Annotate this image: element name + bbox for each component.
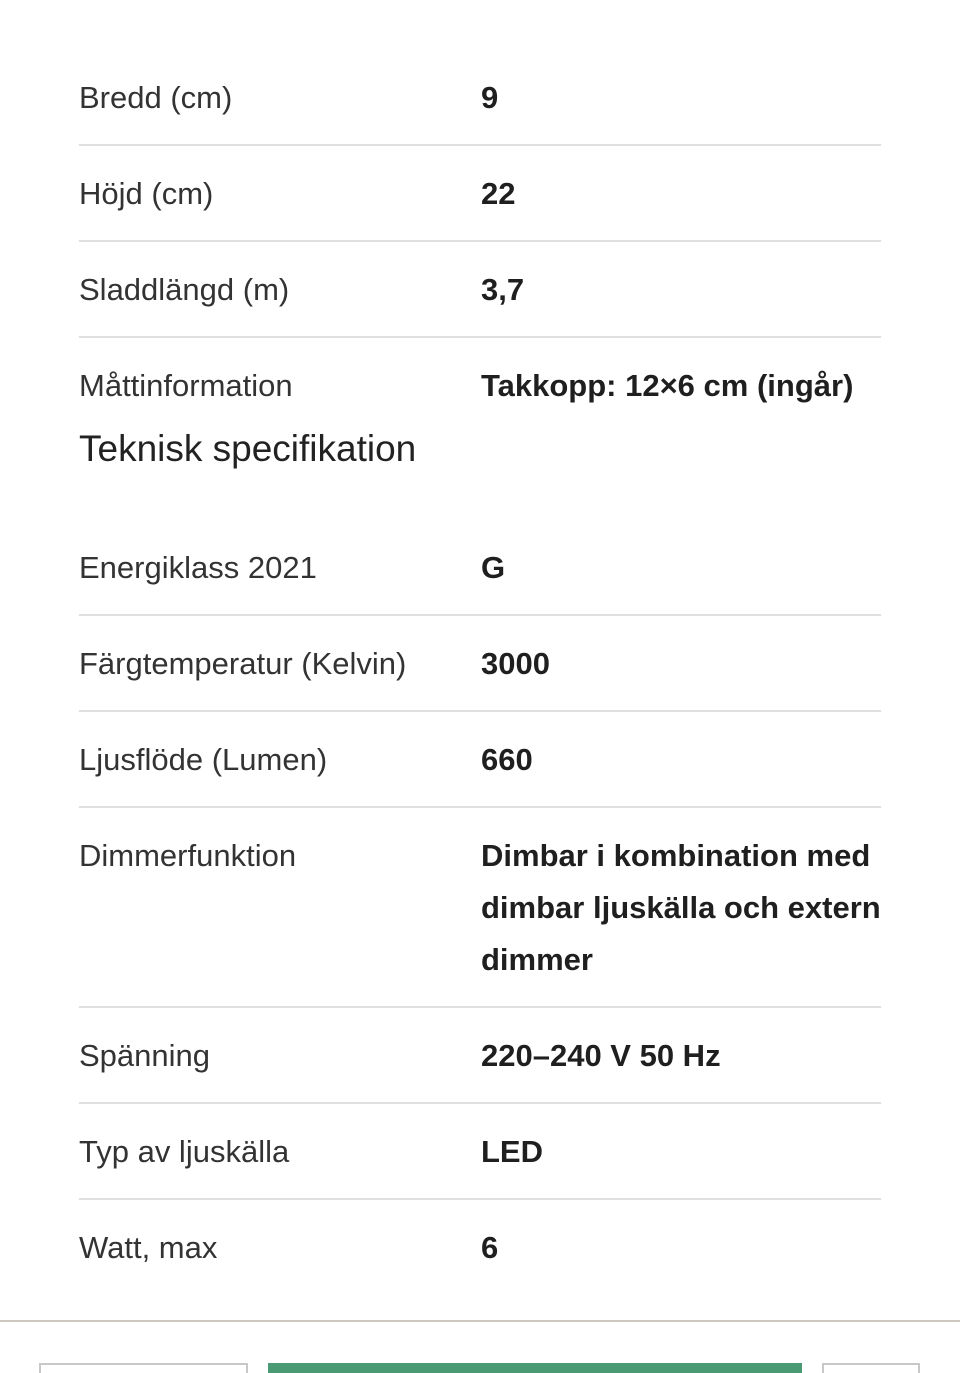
spec-label: Färgtemperatur (Kelvin) — [79, 646, 407, 681]
dimensions-table — [79, 50, 881, 432]
spec-label: Spänning — [79, 1038, 211, 1073]
spec-label: Höjd (cm) — [79, 176, 214, 211]
secondary-button[interactable] — [39, 1363, 248, 1373]
spec-row-luminous-flux — [79, 712, 881, 808]
primary-action-button[interactable] — [268, 1363, 802, 1373]
technical-table — [79, 520, 881, 1294]
spec-row-dimmer — [79, 808, 881, 1008]
spec-row-energy-class — [79, 520, 881, 616]
spec-row-height — [79, 146, 881, 242]
spec-value: 22 — [481, 176, 516, 211]
spec-row-watt — [79, 1200, 881, 1294]
spec-value: G — [481, 550, 506, 585]
spec-value: 3000 — [481, 646, 550, 681]
spec-label: Måttinformation — [79, 368, 293, 403]
spec-value: 3,7 — [481, 272, 525, 307]
spec-label: Sladdlängd (m) — [79, 272, 290, 307]
spec-label: Bredd (cm) — [79, 80, 233, 115]
section-heading: Teknisk specifikation — [79, 428, 417, 469]
spec-value: LED — [481, 1134, 543, 1169]
spec-row-width — [79, 50, 881, 146]
spec-value: 220–240 V 50 Hz — [481, 1038, 721, 1073]
spec-row-cord-length — [79, 242, 881, 338]
spec-value: Dimbar i kombination med dimbar ljuskälla och extern dimmer — [481, 838, 881, 977]
spec-value: Takkopp: 12×6 cm (ingår) — [481, 368, 854, 403]
spec-label: Energiklass 2021 — [79, 550, 317, 585]
spec-row-measurement-info — [79, 338, 881, 432]
spec-label: Typ av ljuskälla — [79, 1134, 290, 1169]
spec-row-color-temperature — [79, 616, 881, 712]
spec-value: 660 — [481, 742, 533, 777]
bottom-action-bar — [0, 1320, 960, 1370]
icon-button[interactable] — [822, 1363, 920, 1373]
spec-value: 6 — [481, 1230, 499, 1265]
spec-row-voltage — [79, 1008, 881, 1104]
spec-value: 9 — [481, 80, 499, 115]
spec-label: Dimmerfunktion — [79, 838, 297, 873]
spec-label: Watt, max — [79, 1230, 218, 1265]
spec-label: Ljusflöde (Lumen) — [79, 742, 328, 777]
spec-row-light-source — [79, 1104, 881, 1200]
